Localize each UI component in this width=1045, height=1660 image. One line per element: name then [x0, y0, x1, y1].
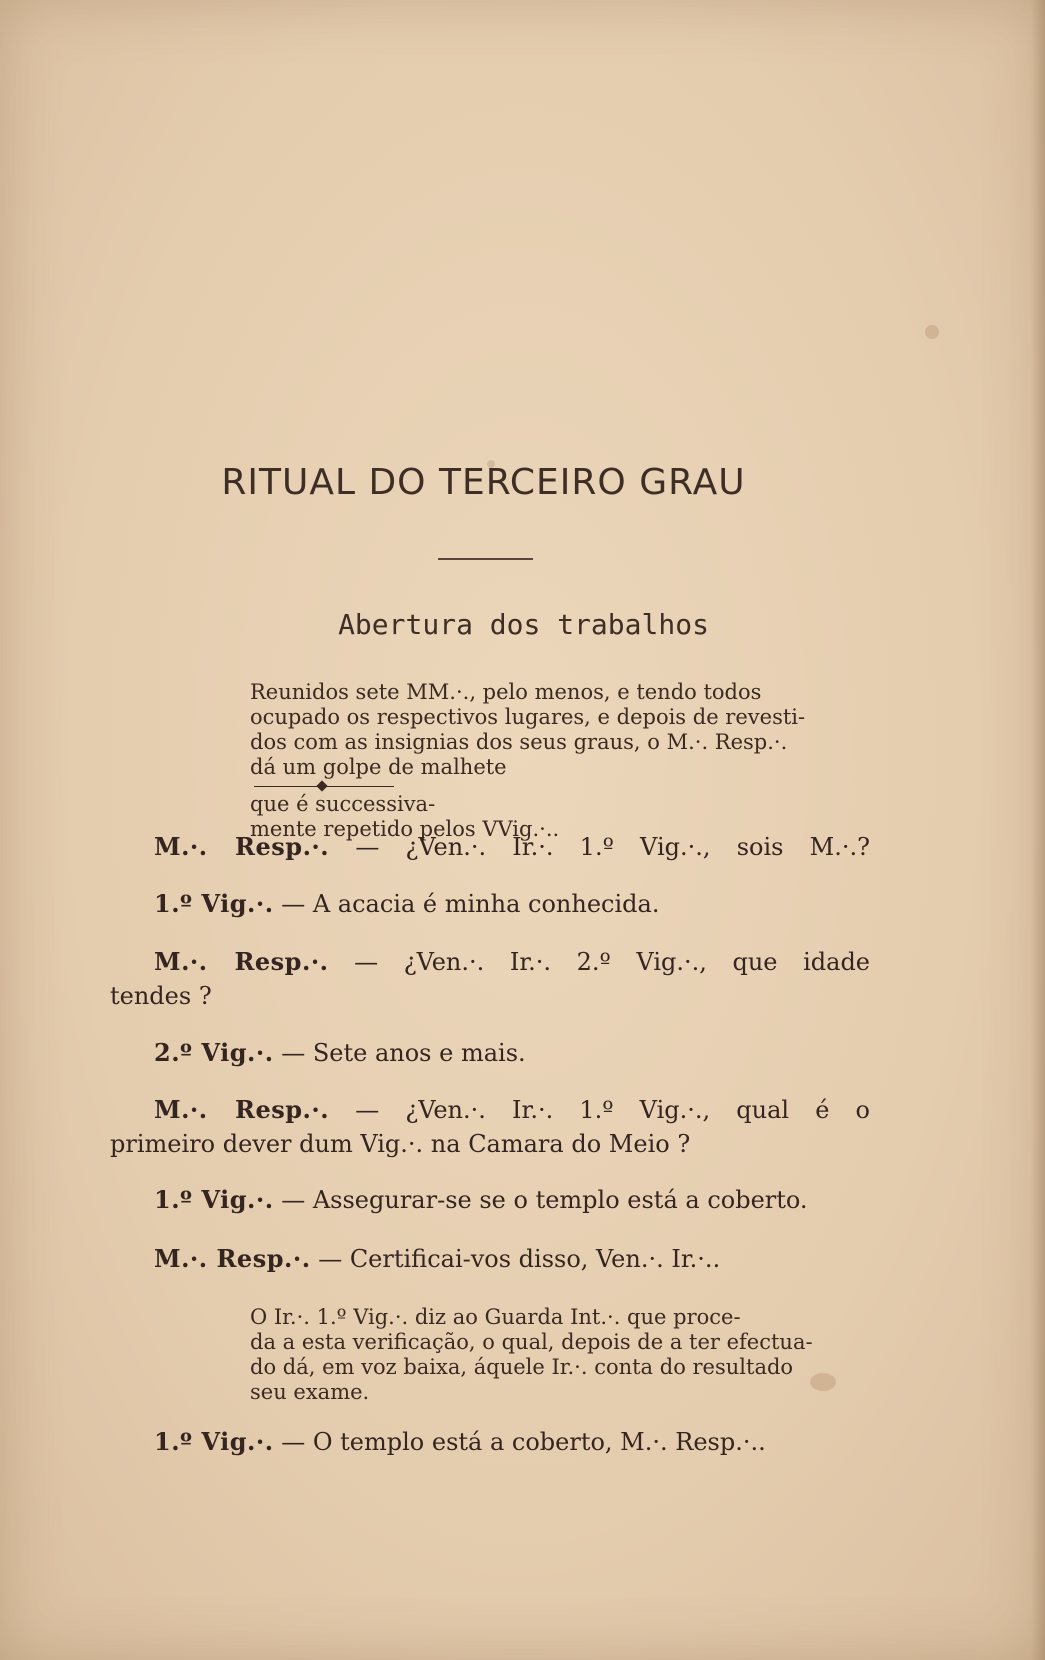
rubric-fragment: que é successiva-	[250, 792, 436, 816]
dialog-line	[110, 830, 870, 864]
speaker: 2.º Vig.·.	[154, 1038, 274, 1067]
speaker: M.·. Resp.·.	[154, 947, 329, 976]
speaker: M.·. Resp.·.	[154, 832, 330, 861]
speaker: M.·. Resp.·.	[154, 1095, 330, 1124]
speech: — ¿Ven.·. Ir.·. 1.º Vig.·., sois M.·.?	[329, 833, 871, 861]
speech: — O templo está a coberto, M.·. Resp.·..	[273, 1428, 766, 1456]
page-edge-shadow	[1031, 0, 1045, 1660]
section-heading: Abertura dos trabalhos	[338, 608, 709, 641]
title-divider	[438, 558, 533, 560]
rubric-line: O Ir.·. 1.º Vig.·. diz ao Guarda Int.·. que proce-	[250, 1305, 741, 1329]
speech-continuation: primeiro dever dum Vig.·. na Camara do Meio ?	[110, 1130, 691, 1158]
rubric-paragraph	[250, 680, 870, 842]
dialog-line	[110, 1183, 870, 1217]
rubric-line: seu exame.	[250, 1380, 370, 1404]
paper-spot	[925, 325, 939, 339]
speaker: 1.º Vig.·.	[154, 1185, 274, 1214]
rubric-line: dos com as insignias dos seus graus, o M.·. Resp.·.	[250, 730, 788, 754]
malhete-dash-ornament	[254, 780, 394, 792]
page-title: RITUAL DO TERCEIRO GRAU	[221, 462, 746, 503]
rubric-line: da a esta verificação, o qual, depois de a ter efectua-	[250, 1330, 813, 1354]
dialog-line	[110, 1093, 870, 1161]
speech: — ¿Ven.·. Ir.·. 2.º Vig.·., que idade	[328, 948, 871, 976]
dialog-line	[110, 1425, 870, 1459]
speaker: 1.º Vig.·.	[154, 889, 274, 918]
rubric-line: do dá, em voz baixa, áquele Ir.·. conta do resultado	[250, 1355, 794, 1379]
rubric-line	[250, 755, 870, 817]
speech-continuation: tendes ?	[110, 982, 212, 1010]
speaker: M.·. Resp.·.	[154, 1244, 311, 1273]
rubric-line: Reunidos sete MM.·., pelo menos, e tendo todos	[250, 680, 762, 704]
dialog-line	[110, 1242, 870, 1276]
speech: — Assegurar-se se o templo está a coberto.	[273, 1186, 808, 1214]
dialog-line	[110, 1036, 870, 1070]
dialog-line	[110, 945, 870, 1013]
dialog-line	[110, 887, 870, 921]
speech: — Sete anos e mais.	[273, 1039, 526, 1067]
rubric-paragraph	[250, 1305, 870, 1405]
speech: — Certificai-vos disso, Ven.·. Ir.·..	[310, 1245, 721, 1273]
rubric-line: mente repetido pelos VVig.·..	[250, 817, 560, 841]
speech: — A acacia é minha conhecida.	[273, 890, 660, 918]
speech: — ¿Ven.·. Ir.·. 1.º Vig.·., qual é o	[329, 1096, 871, 1124]
speaker: 1.º Vig.·.	[154, 1427, 274, 1456]
rubric-fragment: dá um golpe de malhete	[250, 755, 507, 779]
rubric-line: ocupado os respectivos lugares, e depois de revesti-	[250, 705, 806, 729]
